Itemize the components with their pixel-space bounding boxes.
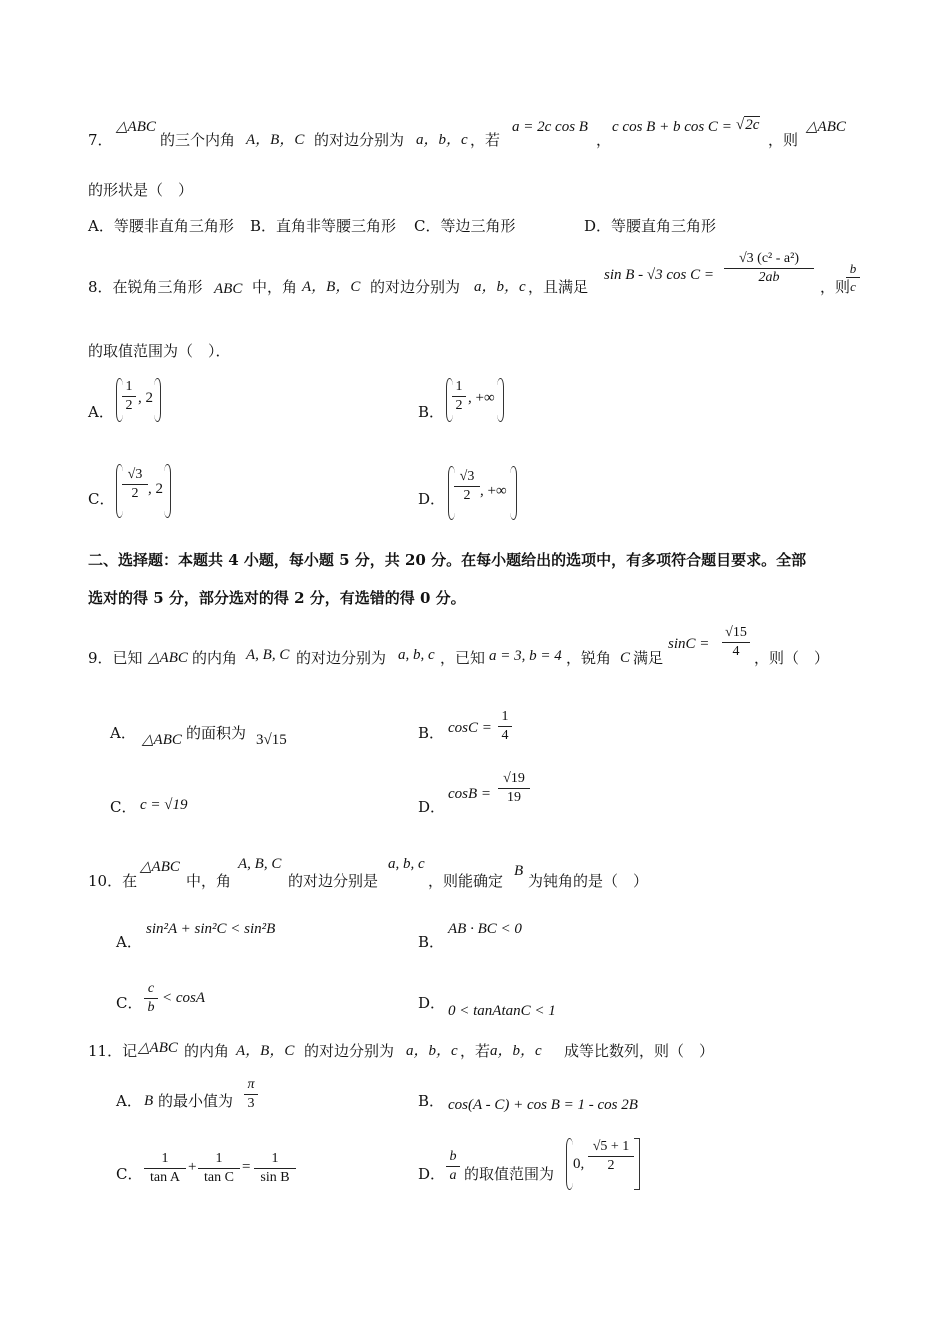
q8-text-1: 中，角 bbox=[252, 278, 298, 296]
q10-option-c-fraction: c b bbox=[144, 982, 158, 1015]
q9-sinc-fraction: √15 4 bbox=[722, 626, 750, 659]
q8-option-c-rest: , 2 bbox=[148, 481, 163, 497]
q10-option-c-label[interactable]: C． bbox=[116, 994, 143, 1012]
q8-option-a-fraction: 1 2 bbox=[122, 380, 136, 413]
q10-sides: a, b, c bbox=[388, 856, 425, 872]
q10-angles: A, B, C bbox=[238, 856, 282, 872]
q11-option-c-fraction-3: 1 sin B bbox=[254, 1152, 296, 1185]
q11-option-d-label[interactable]: D． bbox=[418, 1165, 446, 1183]
q11-option-d-fraction: √5 + 1 2 bbox=[588, 1140, 634, 1173]
q11-text-4: 成等比数列，则（ ） bbox=[564, 1042, 715, 1060]
q7-question-end: 的形状是（ ） bbox=[88, 181, 194, 199]
q9-text-6: ，则（ ） bbox=[754, 649, 830, 667]
q10-triangle: △ABC bbox=[140, 859, 180, 875]
q11-option-b-label[interactable]: B． bbox=[418, 1092, 445, 1110]
q11-sides-2: a，b，c bbox=[490, 1043, 542, 1059]
q8-option-a-label[interactable]: A． bbox=[88, 403, 114, 421]
q11-text-2: 的对边分别为 bbox=[304, 1042, 395, 1060]
q8-option-a-rparen bbox=[154, 378, 161, 422]
q9-given: a = 3, b = 4 bbox=[489, 648, 562, 664]
q9-option-a-label[interactable]: A． bbox=[110, 724, 136, 742]
q11-option-d-zero: 0, bbox=[573, 1156, 585, 1172]
q9-option-d-label[interactable]: D． bbox=[418, 798, 446, 816]
q9-option-b-lhs: cosC = bbox=[448, 720, 492, 736]
q7-text-2: 的对边分别为 bbox=[314, 131, 405, 149]
q11-option-d-ratio: b a bbox=[446, 1150, 460, 1183]
q9-number: 9．已知 bbox=[88, 649, 143, 667]
q7-option-d[interactable]: D．等腰直角三角形 bbox=[584, 217, 717, 235]
q8-option-a-rest: , 2 bbox=[138, 390, 153, 406]
q8-text-2: 的对边分别为 bbox=[370, 278, 461, 296]
q11-option-d-rbracket bbox=[634, 1138, 640, 1190]
q10-option-c-rest: < cosA bbox=[162, 990, 206, 1006]
q9-option-c-label[interactable]: C． bbox=[110, 798, 137, 816]
q7-option-b[interactable]: B．直角非等腰三角形 bbox=[250, 217, 397, 235]
q7-condition-2: c cos B + b cos C = bbox=[612, 119, 732, 135]
q9-triangle: △ABC bbox=[148, 650, 188, 666]
q8-number: 8．在锐角三角形 bbox=[88, 278, 203, 296]
q7-sides: a，b，c bbox=[416, 132, 468, 148]
q8-triangle: ABC bbox=[214, 281, 243, 297]
q11-option-c-label[interactable]: C． bbox=[116, 1165, 143, 1183]
section-2-heading-cont: 选对的得 5 分，部分选对的得 2 分，有选错的得 0 分。 bbox=[88, 589, 466, 607]
q11-option-a-fraction: π 3 bbox=[244, 1078, 258, 1111]
q9-option-c-value: c = √19 bbox=[140, 797, 188, 813]
q8-option-d-label[interactable]: D． bbox=[418, 490, 446, 508]
q7-number: 7． bbox=[88, 131, 113, 149]
q9-angles: A, B, C bbox=[246, 647, 290, 663]
q7-option-a[interactable]: A．等腰非直角三角形 bbox=[88, 217, 234, 235]
q10-text-4: 为钝角的是（ ） bbox=[528, 872, 649, 890]
q9-angle-c: C bbox=[620, 650, 631, 666]
q9-sides: a, b, c bbox=[398, 647, 435, 663]
q10-option-d-label[interactable]: D． bbox=[418, 994, 446, 1012]
q8-option-d-rparen bbox=[510, 466, 517, 520]
q10-option-a-label[interactable]: A． bbox=[116, 933, 142, 951]
q8-text-4: ，则 bbox=[820, 278, 851, 296]
q10-angle-b: B bbox=[514, 863, 524, 879]
q7-triangle: △ABC bbox=[116, 119, 156, 135]
q8-equation-fraction: √3 (c² - a²) 2ab bbox=[724, 252, 814, 285]
q7-text-4: ，则 bbox=[768, 131, 799, 149]
q7-condition-2-root: √2c bbox=[736, 117, 760, 133]
q8-option-d-fraction: √3 2 bbox=[454, 470, 480, 503]
q7-angles: A，B，C bbox=[246, 132, 305, 148]
q10-text-2: 的对边分别是 bbox=[288, 872, 379, 890]
q11-option-d-text: 的取值范围为 bbox=[464, 1165, 555, 1183]
q10-option-b-label[interactable]: B． bbox=[418, 933, 445, 951]
q10-option-d-value: 0 < tanAtanC < 1 bbox=[448, 1003, 556, 1019]
q11-option-a-label[interactable]: A． bbox=[116, 1092, 142, 1110]
q11-triangle: △ABC bbox=[138, 1040, 178, 1056]
q9-option-a-triangle: △ABC bbox=[142, 732, 182, 748]
q9-option-d-lhs: cosB = bbox=[448, 786, 492, 802]
q9-option-a-text: 的面积为 bbox=[186, 724, 247, 742]
q11-option-a-b: B bbox=[144, 1093, 154, 1109]
q9-sinc: sinC = bbox=[668, 636, 710, 652]
q7-condition-1: a = 2c cos B bbox=[512, 119, 588, 135]
q9-text-1: 的内角 bbox=[192, 649, 238, 667]
q11-option-a-text: 的最小值为 bbox=[158, 1092, 234, 1110]
q8-text-3: ，且满足 bbox=[528, 278, 589, 296]
q8-option-b-rest: , +∞ bbox=[468, 390, 495, 406]
q7-comma: ， bbox=[596, 131, 612, 149]
q10-number: 10．在 bbox=[88, 872, 138, 890]
q10-text-3: ，则能确定 bbox=[428, 872, 504, 890]
q8-option-d-rest: , +∞ bbox=[480, 483, 507, 499]
q7-option-c[interactable]: C．等边三角形 bbox=[414, 217, 516, 235]
q9-text-2: 的对边分别为 bbox=[296, 649, 387, 667]
q8-option-b-label[interactable]: B． bbox=[418, 403, 445, 421]
q7-text-3: ，若 bbox=[470, 131, 501, 149]
q7-triangle-2: △ABC bbox=[806, 119, 846, 135]
q11-option-d-lparen bbox=[566, 1138, 573, 1190]
q10-text-1: 中，角 bbox=[186, 872, 232, 890]
q10-option-a-value: sin²A + sin²C < sin²B bbox=[146, 921, 276, 937]
q7-text-1: 的三个内角 bbox=[160, 131, 236, 149]
q8-option-b-rparen bbox=[497, 378, 504, 422]
q10-option-b-value: AB · BC < 0 bbox=[448, 921, 522, 937]
q9-text-5: 满足 bbox=[633, 649, 664, 667]
q9-option-a-value: 3√15 bbox=[256, 732, 287, 748]
q8-option-c-label[interactable]: C． bbox=[88, 490, 115, 508]
section-2-heading: 二、选择题：本题共 4 小题，每小题 5 分，共 20 分。在每小题给出的选项中，有多项符合题目要求。全部 bbox=[88, 551, 807, 569]
q11-option-c-fraction-1: 1 tan A bbox=[144, 1152, 186, 1185]
q8-sides: a，b，c bbox=[474, 279, 526, 295]
q11-number: 11．记 bbox=[88, 1042, 138, 1060]
q9-option-b-label[interactable]: B． bbox=[418, 724, 445, 742]
q9-text-4: ，锐角 bbox=[566, 649, 612, 667]
q11-text-3: ，若 bbox=[460, 1042, 491, 1060]
q11-angles: A，B，C bbox=[236, 1043, 295, 1059]
q8-question-end: 的取值范围为（ ）． bbox=[88, 342, 231, 360]
q8-ratio-b-over-c: b c bbox=[846, 262, 860, 293]
q8-option-c-fraction: √3 2 bbox=[122, 468, 148, 501]
q11-option-c-equals: = bbox=[242, 1159, 251, 1175]
q9-option-b-fraction: 1 4 bbox=[498, 710, 512, 743]
q8-option-c-rparen bbox=[164, 464, 171, 518]
q11-sides: a，b，c bbox=[406, 1043, 458, 1059]
q8-equation-lhs: sin B - √3 cos C = bbox=[604, 267, 715, 283]
q11-option-c-plus: + bbox=[188, 1159, 197, 1175]
q11-text-1: 的内角 bbox=[184, 1042, 230, 1060]
q9-text-3: ，已知 bbox=[440, 649, 486, 667]
q8-angles: A，B，C bbox=[302, 279, 361, 295]
q9-option-d-fraction: √19 19 bbox=[498, 772, 530, 805]
q11-option-c-fraction-2: 1 tan C bbox=[198, 1152, 240, 1185]
q11-option-b-value: cos(A - C) + cos B = 1 - cos 2B bbox=[448, 1097, 638, 1113]
q8-option-b-fraction: 1 2 bbox=[452, 380, 466, 413]
